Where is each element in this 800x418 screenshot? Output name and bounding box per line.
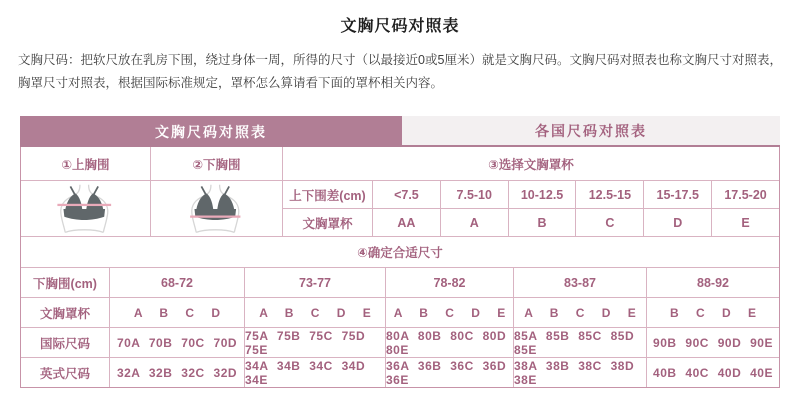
- step-header-row: [21, 147, 779, 180]
- tab-bra-size-chart[interactable]: 文胸尺码对照表: [20, 116, 402, 147]
- intro-text: 文胸尺码：把软尺放在乳房下围，绕过身体一周，所得的尺寸（以最接近0或5厘米）就是文胸尺码。文胸尺码对照表也称文胸尺寸对照表，胸罩尺寸对照表，根据国际标准规定，罩杯怎么算请看下面的罩杯相关内容。: [18, 53, 782, 90]
- diff-value-cell: 7.5-10: [440, 181, 508, 208]
- measure-row: [21, 180, 779, 236]
- bra-size-chart: [20, 116, 780, 388]
- cups-cell: B C D E: [646, 298, 779, 327]
- cups-cell: A B C D E: [385, 298, 513, 327]
- intl-size-cell: 90B 90C 90D 90E: [646, 328, 779, 357]
- cup-value-cell: AA: [372, 209, 440, 236]
- intl-size-cell: 80A 80B 80C 80D 80E: [385, 328, 513, 357]
- diff-value-cell: <7.5: [372, 181, 440, 208]
- underbust-row-label: 下胸围(cm): [33, 276, 97, 291]
- uk-size-cell: 38A 38B 38C 38D 38E: [513, 358, 646, 387]
- cup-value-cell: B: [508, 209, 576, 236]
- section4-header: ④确定合适尺寸: [357, 246, 443, 260]
- uk-size-cell: 32A 32B 32C 32D: [109, 358, 244, 387]
- underbust-range-cell: 88-92: [646, 268, 779, 297]
- cup-value-cell: D: [643, 209, 711, 236]
- intl-size-row: [21, 327, 779, 357]
- underbust-range-cell: 78-82: [385, 268, 513, 297]
- uk-size-cell: 34A 34B 34C 34D 34E: [244, 358, 385, 387]
- uk-size-row: [21, 357, 779, 387]
- diff-value-cell: 12.5-15: [575, 181, 643, 208]
- under-bust-measure-line: [190, 215, 240, 217]
- under-bust-header: ②下胸围: [150, 147, 282, 180]
- tab-bar: [20, 116, 780, 147]
- underbust-range-cell: 83-87: [513, 268, 646, 297]
- cups-cell: A B C D E: [244, 298, 385, 327]
- diff-row: [283, 181, 779, 208]
- cups-cell: A B C D E: [513, 298, 646, 327]
- underbust-range-cell: 73-77: [244, 268, 385, 297]
- cup-select-header: ③选择文胸罩杯: [282, 147, 779, 180]
- cup-lookup-subtable: [282, 181, 779, 236]
- cup-value-cell: C: [575, 209, 643, 236]
- cup-row: [283, 208, 779, 236]
- uk-size-cell: 40B 40C 40D 40E: [646, 358, 779, 387]
- bra-upper-bust-measure-icon: [43, 183, 129, 235]
- intl-row-label: 国际尺码: [39, 336, 90, 351]
- underbust-row: [21, 267, 779, 297]
- diff-row-label: 上下围差(cm): [289, 188, 366, 203]
- size-chart-table: [20, 147, 780, 388]
- diff-value-cell: 10-12.5: [508, 181, 576, 208]
- cup-value-cell: E: [711, 209, 779, 236]
- bra-under-bust-measure-icon: [174, 183, 260, 235]
- cups-row: [21, 297, 779, 327]
- underbust-range-cell: 68-72: [109, 268, 244, 297]
- intl-size-cell: 75A 75B 75C 75D 75E: [244, 328, 385, 357]
- diff-value-cell: 17.5-20: [711, 181, 779, 208]
- cup-row-label: 文胸罩杯: [302, 216, 353, 231]
- uk-row-label: 英式尺码: [39, 366, 90, 381]
- tab-country-size-chart[interactable]: 各国尺码对照表: [402, 116, 780, 147]
- upper-bust-measure-line: [57, 203, 111, 205]
- cup-value-cell: A: [440, 209, 508, 236]
- cups-row-label: 文胸罩杯: [39, 306, 90, 321]
- diff-value-cell: 15-17.5: [643, 181, 711, 208]
- section4-row: [21, 236, 779, 267]
- uk-size-cell: 36A 36B 36C 36D 36E: [385, 358, 513, 387]
- page-title: 文胸尺码对照表: [340, 18, 460, 35]
- upper-bust-cell: [21, 181, 150, 236]
- upper-bust-header: ①上胸围: [61, 157, 110, 172]
- intl-size-cell: 85A 85B 85C 85D 85E: [513, 328, 646, 357]
- intl-size-cell: 70A 70B 70C 70D: [109, 328, 244, 357]
- under-bust-cell: [150, 181, 282, 236]
- cups-cell: A B C D: [109, 298, 244, 327]
